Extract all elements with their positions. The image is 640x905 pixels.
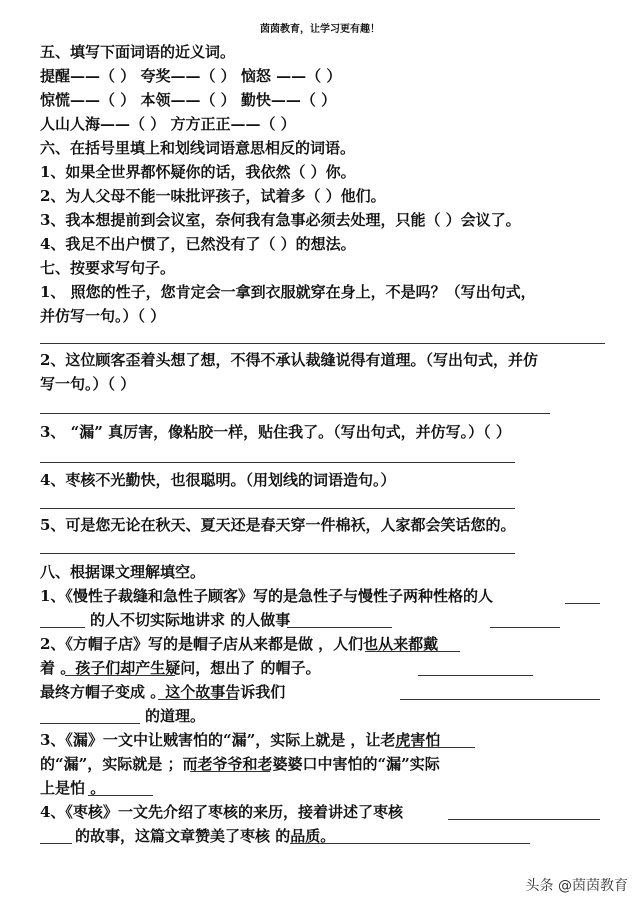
sentence-task-4: 4、枣核不光勤快，也很聪明。（用划线的词语造句。）: [40, 471, 396, 489]
sentence-task-1-line-2: 并仿写一句。）（ ）: [40, 307, 166, 325]
section-6-title: 六、在括号里填上和划线词语意思相反的词语。: [40, 139, 356, 157]
blank-line: [448, 819, 600, 820]
answer-line: [40, 553, 515, 554]
blank-line: [290, 843, 530, 844]
antonym-item-4: 4、我足不出户惯了，已然没有了（ ）的想法。: [40, 235, 356, 253]
blank-line: [40, 843, 72, 844]
fill-item-2-line-4: 的道理。: [145, 707, 206, 725]
watermark: 头条 @茵茵教育: [525, 878, 628, 894]
synonym-row-3: 人山人海——（ ） 方方正正——（ ）: [40, 115, 296, 133]
blank-line: [158, 699, 238, 700]
blank-line: [565, 603, 600, 604]
blank-line: [190, 771, 270, 772]
answer-line: [40, 413, 550, 414]
fill-item-2-line-2: 着 。孩子们却产生疑问，想出了 的帽子。: [40, 659, 321, 677]
page-header: 茵茵教育，让学习更有趣！: [260, 24, 380, 35]
antonym-item-3: 3、我本想提前到会议室，奈何我有急事必须去处理，只能（ ）会议了。: [40, 211, 521, 229]
blank-line: [40, 723, 140, 724]
answer-line: [40, 462, 515, 463]
blank-line: [395, 747, 475, 748]
sentence-task-1-line-1: 1、 照您的性子，您肯定会一拿到衣服就穿在身上，不是吗？（写出句式，: [40, 283, 536, 301]
fill-item-1-line-1: 1、《慢性子裁缝和急性子顾客》写的是急性子与慢性子两种性格的人: [40, 587, 493, 605]
blank-line: [65, 675, 175, 676]
fill-item-4-line-1: 4、《枣核》一文先介绍了枣核的来历，接着讲述了枣核: [40, 803, 403, 821]
sentence-task-2-line-2: 写一句。）（ ）: [40, 375, 136, 393]
fill-item-1-line-2: 的人不切实际地讲求 的人做事: [90, 611, 291, 629]
blank-line: [418, 675, 533, 676]
sentence-task-5: 5、可是您无论在秋天、夏天还是春天穿一件棉袄，人家都会笑话您的。: [40, 516, 516, 534]
synonym-row-1: 提醒——（ ） 夸奖——（ ） 恼怒 ——（ ）: [40, 67, 342, 85]
blank-line: [400, 699, 600, 700]
section-7-title: 七、按要求写句子。: [40, 259, 176, 277]
blank-line: [88, 795, 153, 796]
section-5-title: 五、填写下面词语的近义词。: [40, 43, 236, 61]
fill-item-3-line-3: 上是怕 。: [40, 779, 106, 797]
antonym-item-2: 2、为人父母不能一味批评孩子，试着多（ ）他们。: [40, 187, 386, 205]
fill-item-3-line-2: 的“漏”，实际就是 ；而老爷爷和老婆婆口中害怕的“漏”实际: [40, 755, 440, 773]
sentence-task-3: 3、 “漏” 真厉害，像粘胶一样，贴住我了。（写出句式，并仿写。）（ ）: [40, 423, 511, 441]
fill-item-4-line-2: 的故事，这篇文章赞美了枣核 的品质。: [75, 827, 336, 845]
synonym-row-2: 惊慌——（ ） 本领——（ ） 勤快——（ ）: [40, 91, 337, 109]
section-8-title: 八、根据课文理解填空。: [40, 563, 206, 581]
antonym-item-1: 1、如果全世界都怀疑你的话，我依然（ ）你。: [40, 163, 356, 181]
answer-line: [40, 343, 605, 344]
blank-line: [490, 627, 560, 628]
fill-item-2-line-1: 2、《方帽子店》写的是帽子店从来都是做 ，人们也从来都戴: [40, 635, 439, 653]
fill-item-3-line-1: 3、《漏》一文中让贼害怕的“漏”，实际上就是 ，让老虎害怕: [40, 731, 441, 749]
blank-line: [40, 627, 85, 628]
answer-line: [40, 508, 515, 509]
sentence-task-2-line-1: 2、这位顾客歪着头想了想，不得不承认裁缝说得有道理。（写出句式，并仿: [40, 351, 538, 369]
blank-line: [287, 627, 392, 628]
blank-line: [365, 651, 460, 652]
fill-item-2-line-3: 最终方帽子变成 。这个故事告诉我们: [40, 683, 286, 701]
